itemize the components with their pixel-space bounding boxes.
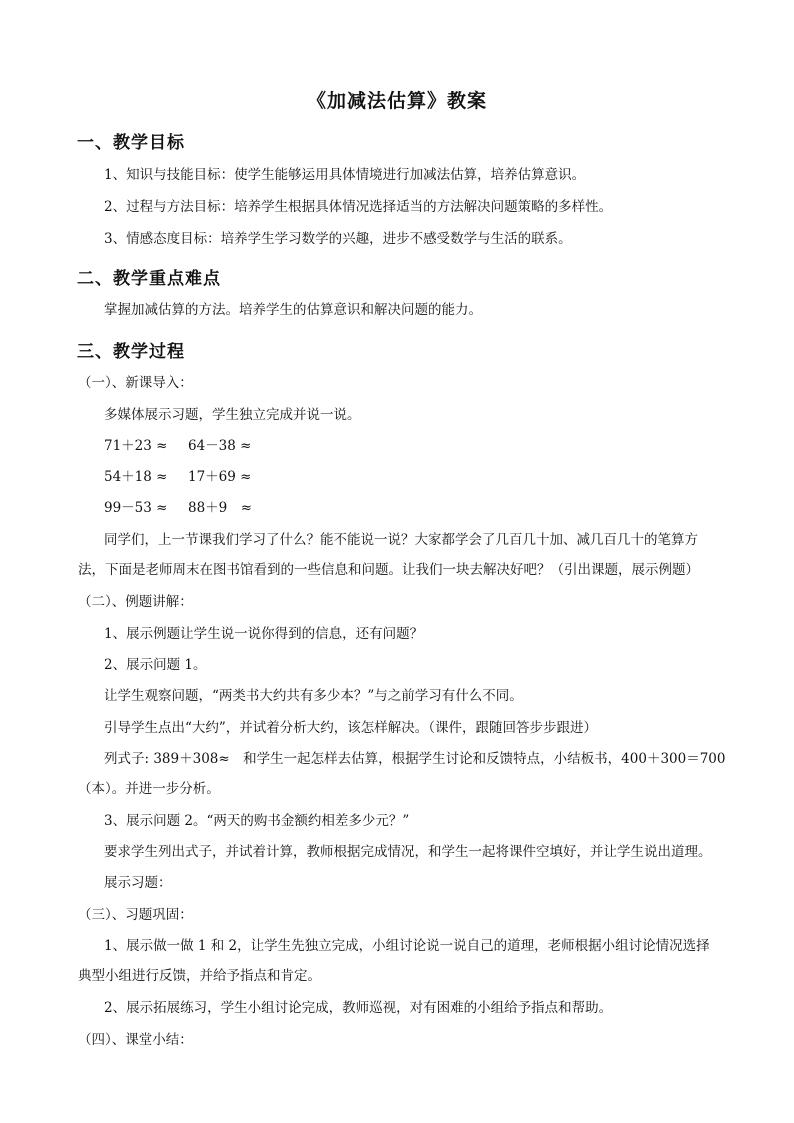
practice-step: 典型小组进行反馈，并给予指点和肯定。 (78, 968, 321, 984)
exercise-item: 54＋18 ≈ (104, 469, 168, 485)
objective-item: 2、过程与方法目标：培养学生根据具体情况选择适当的方法解决问题策略的多样性。 (104, 199, 613, 215)
objective-item: 3、情感态度目标：培养学生学习数学的兴趣，进步不感受数学与生活的联系。 (104, 231, 572, 247)
part-label-practice: （三）、习题巩固： (78, 907, 193, 923)
exercise-item: 88＋9 ≈ (188, 500, 253, 516)
section-heading-key-points: 二、教学重点难点 (77, 269, 221, 289)
example-step: 1、展示例题让学生说一说你得到的信息，还有问题？ (104, 626, 424, 642)
part-label-intro: （一）、新课导入： (78, 375, 193, 391)
objective-item: 1、知识与技能目标：使学生能够运用具体情境进行加减法估算，培养估算意识。 (104, 167, 586, 183)
example-step: 让学生观察问题，“两类书大约共有多少本？”与之前学习有什么不同。 (104, 688, 523, 704)
intro-text: 多媒体展示习题，学生独立完成并说一说。 (104, 407, 361, 423)
example-step: 列式子: 389＋308≈ 和学生一起怎样去估算，根据学生讨论和反馈特点，小结板书，400＋300＝700 (104, 751, 726, 767)
example-step: 展示习题： (104, 875, 172, 891)
document-title: 《加减法估算》教案 (306, 90, 487, 112)
section-heading-process: 三、教学过程 (77, 342, 185, 362)
paragraph-line: 同学们，上一节课我们学习了什么？能不能说一说？大家都学会了几百几十加、减几百几十的笔算方 (104, 532, 698, 548)
part-label-examples: （二）、例题讲解： (78, 594, 193, 610)
example-step: 3、展示问题 2。“两天的购书金额约相差多少元？” (104, 813, 410, 829)
exercise-item: 64－38 ≈ (188, 438, 252, 454)
part-label-summary: （四）、课堂小结： (78, 1032, 193, 1048)
paragraph-line: 法，下面是老师周末在图书馆看到的一些信息和问题。让我们一块去解决好吧？（引出课题，展示例题） (78, 562, 699, 578)
exercise-item: 99－53 ≈ (104, 500, 168, 516)
section-heading-objectives: 一、教学目标 (77, 133, 185, 153)
example-step: 要求学生列出式子，并试着计算，教师根据完成情况，和学生一起将课件空填好，并让学生说出道理。 (104, 844, 712, 860)
example-step: 2、展示问题 1。 (104, 657, 207, 673)
practice-step: 1、展示做一做 1 和 2，让学生先独立完成，小组讨论说一说自己的道理，老师根据小组讨论情况选择 (104, 938, 710, 954)
example-step: （本）。并进一步分析。 (78, 781, 220, 797)
practice-step: 2、展示拓展练习，学生小组讨论完成，教师巡视，对有困难的小组给予指点和帮助。 (104, 1000, 613, 1016)
exercise-item: 71＋23 ≈ (104, 438, 168, 454)
example-step: 引导学生点出“大约”，并试着分析大约，该怎样解决。（课件，跟随回答步步跟进） (104, 720, 598, 736)
exercise-item: 17＋69 ≈ (188, 469, 252, 485)
key-points-text: 掌握加减估算的方法。培养学生的估算意识和解决问题的能力。 (104, 302, 482, 318)
